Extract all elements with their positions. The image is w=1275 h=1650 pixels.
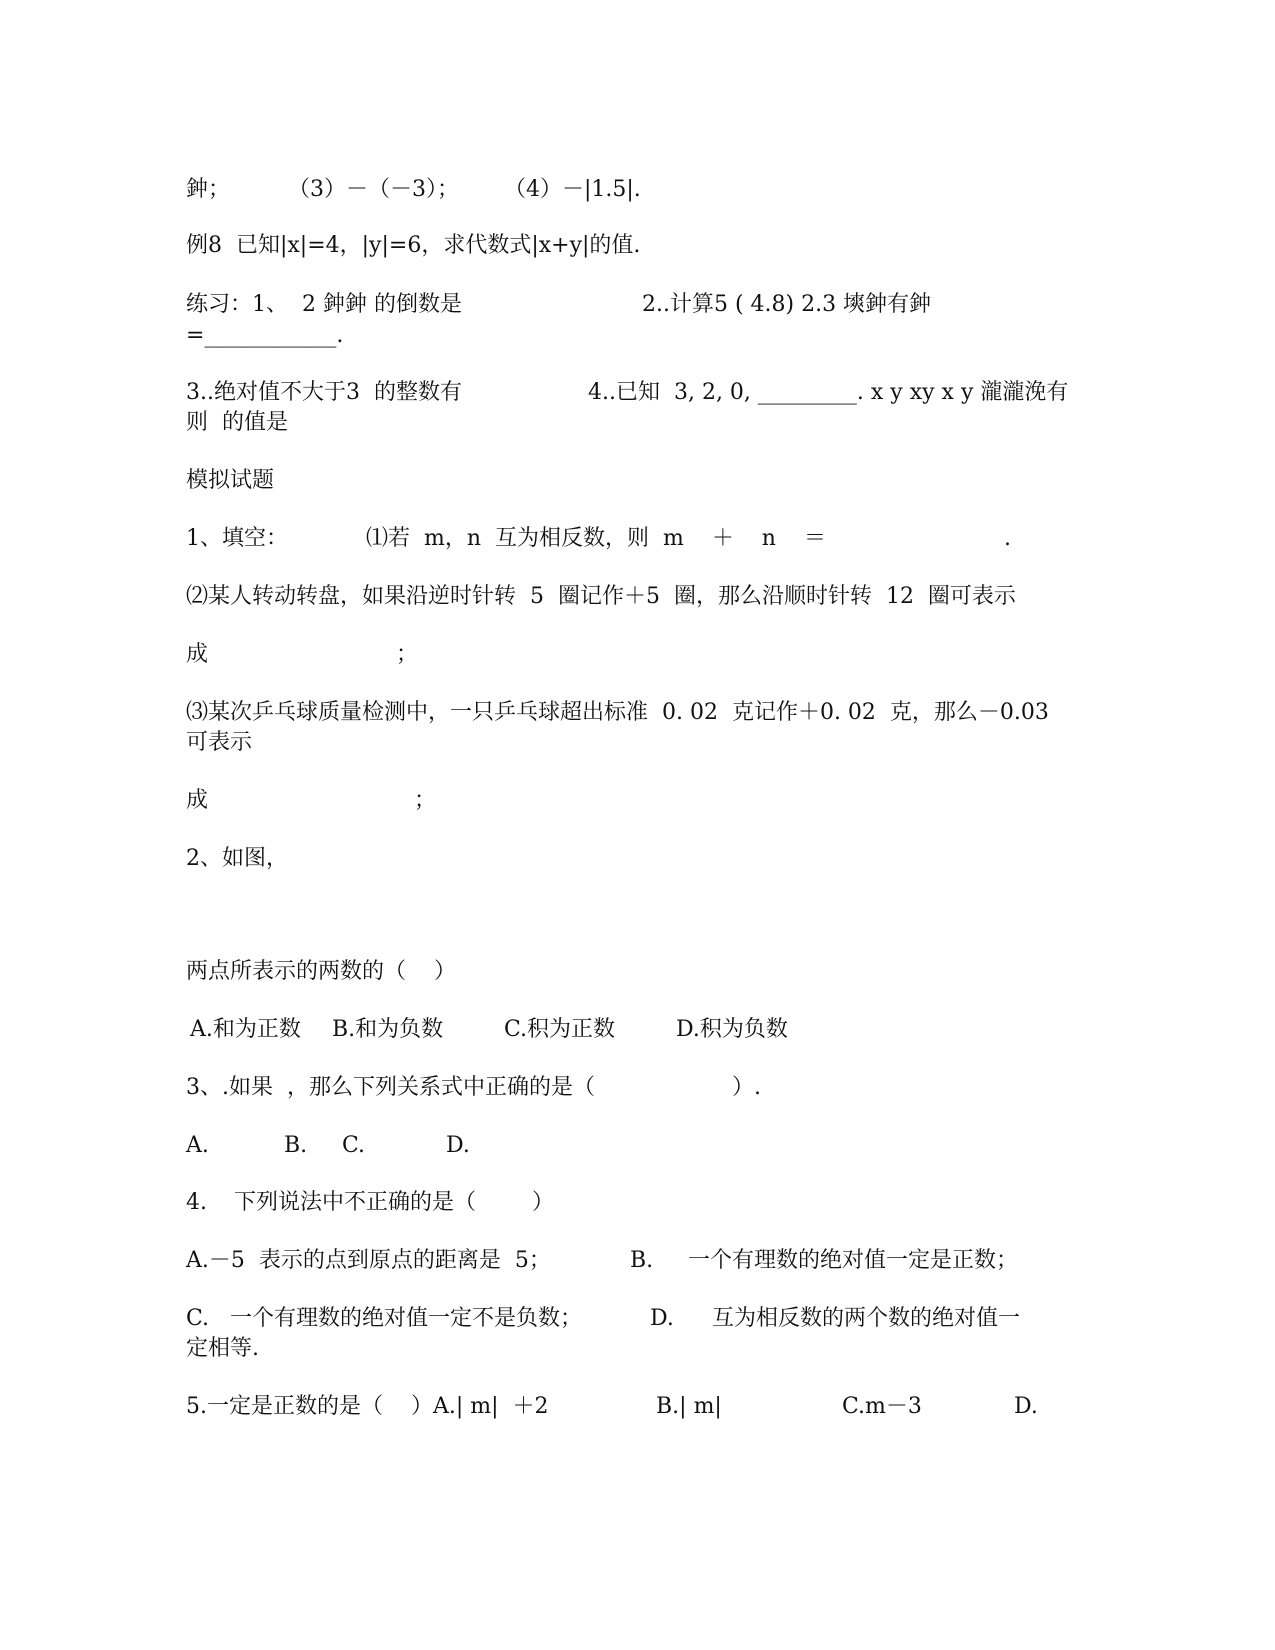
text: 2..计算5 ( 4.8) 2.3 塽鈡有鈡 [642, 292, 932, 317]
text: 例8 已知|x|=4，|y|=6，求代数式|x+y|的值. [186, 233, 641, 258]
text: ⑴若 m，n 互为相反数，则 m ＋ n ＝ [366, 526, 826, 551]
option-b: B.| m| [656, 1394, 722, 1419]
text: 1、填空： [186, 526, 288, 551]
option-d: D. [1014, 1394, 1038, 1419]
text: 练习：1、 2 鈡鈡 的倒数是 [186, 292, 462, 317]
option-b-text: 一个有理数的绝对值一定是正数； [688, 1248, 1019, 1273]
text: 3..绝对值不大于3 的整数有 [186, 380, 462, 405]
text: 成 [186, 642, 209, 667]
text: 鈡； [186, 177, 231, 202]
option-d-text: 互为相反数的两个数的绝对值一 [712, 1306, 1021, 1331]
text: （4）－|1.5|. [504, 177, 641, 202]
option-a: A. [186, 1133, 209, 1158]
text: . [1004, 526, 1011, 551]
text: ； [414, 788, 437, 813]
text: 5.一定是正数的是（ ）A.| m| ＋2 [186, 1394, 549, 1419]
text: 定相等. [186, 1336, 259, 1361]
option-c: C.m－3 [842, 1394, 922, 1419]
option-d: D.积为负数 [676, 1017, 788, 1042]
option-c: C.积为正数 [504, 1017, 616, 1042]
text: ）. [732, 1075, 761, 1100]
text: ； [396, 642, 419, 667]
option-a: A.和为正数 [190, 1017, 301, 1042]
text: 4. [186, 1190, 207, 1215]
question-5 [186, 1392, 1038, 1572]
text: 则 的值是 [186, 410, 288, 435]
text: =____________. [186, 323, 344, 348]
text: 成 [186, 788, 209, 813]
option-d-label: D. [650, 1306, 674, 1331]
text: 模拟试题 [186, 468, 275, 493]
option-b: B. [284, 1133, 308, 1158]
option-d: D. [446, 1133, 470, 1158]
option-c: C. 一个有理数的绝对值一定不是负数； [186, 1306, 583, 1331]
text: 3、.如果 ，那么下列关系式中正确的是（ [186, 1075, 595, 1100]
text: 两点所表示的两数的（ ） [186, 959, 456, 984]
text: ⑵某人转动转盘，如果沿逆时针转 5 圈记作＋5 圈，那么沿顺时针转 12 圈可表示 [186, 584, 1016, 609]
text: 2、如图， [186, 846, 288, 871]
text: （3）－（－3）； [288, 177, 459, 202]
question-2 [186, 844, 288, 934]
option-a: A.－5 表示的点到原点的距离是 5； [186, 1248, 551, 1273]
option-b-label: B. [630, 1248, 654, 1273]
text: ⑶某次乒乓球质量检测中，一只乒乓球超出标准 0. 02 克记作＋0. 02 克，那么－0.03 [186, 700, 1049, 725]
option-c: C. [342, 1133, 366, 1158]
text: 可表示 [186, 730, 253, 755]
text: 下列说法中不正确的是（ ） [234, 1190, 554, 1215]
text: 4..已知 3, 2, 0, _________. x y xy x y 瀧瀧浼有 [588, 380, 1069, 405]
option-b: B.和为负数 [332, 1017, 444, 1042]
